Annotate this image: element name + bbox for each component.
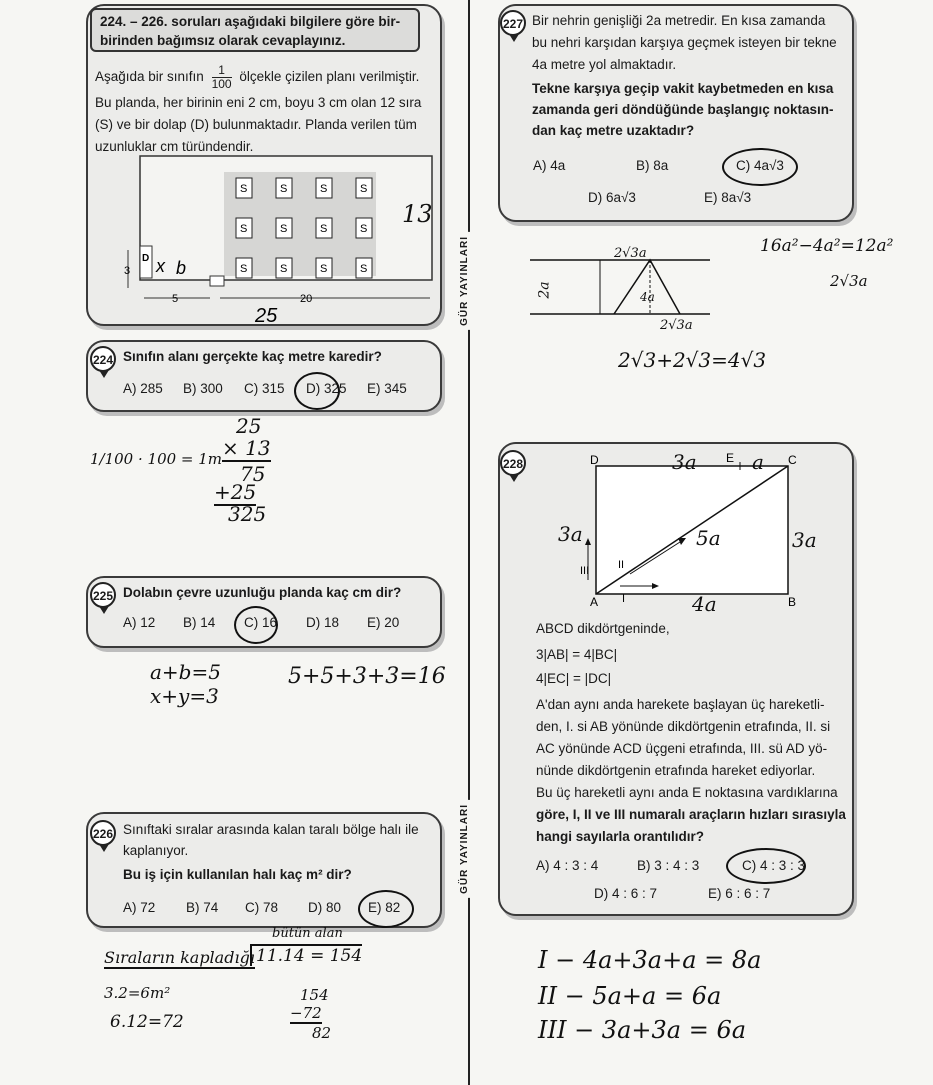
q228-hand-ab: 4a xyxy=(692,592,717,616)
q225-option-a[interactable]: A) 12 xyxy=(123,615,156,630)
scale-numerator: 1 xyxy=(212,64,232,78)
q225-number: 225 xyxy=(90,582,116,608)
q225-answer-circle xyxy=(234,606,278,644)
q225-work-ab: a+b=5 xyxy=(150,660,221,684)
closet-label: D xyxy=(142,253,150,264)
q228-hand-ec: a xyxy=(752,450,764,474)
classroom-plan xyxy=(100,150,440,322)
side-label-top: GÜR YAYINLARI xyxy=(459,232,470,330)
q228-para-7: hangi sayılarla orantılıdır? xyxy=(536,829,705,844)
label-ii: II xyxy=(618,559,625,571)
q228-text-2: 3|AB| = 4|BC| xyxy=(536,647,618,662)
q227-number: 227 xyxy=(500,10,526,36)
q226-option-c[interactable]: C) 78 xyxy=(245,900,279,915)
q227-bold-3: dan kaç metre uzaktadır? xyxy=(532,123,695,138)
q224-option-a[interactable]: A) 285 xyxy=(123,381,163,396)
q228-work-iii: III − 3a+3a = 6a xyxy=(538,1016,747,1044)
q228-para-2: den, I. si AB yönünde dikdörtgenin etrafında, II. si xyxy=(536,719,831,734)
desk-label: S xyxy=(240,223,248,235)
q227-sketch-4a: 4a xyxy=(640,290,655,304)
desk-label: S xyxy=(360,223,368,235)
q224-option-e[interactable]: E) 345 xyxy=(367,381,407,396)
q226-answer-circle xyxy=(358,890,414,928)
label-iii: III xyxy=(580,565,590,577)
q227-option-c[interactable]: C) 4a√3 xyxy=(736,158,784,173)
intro-line-2: Bu planda, her birinin eni 2 cm, boyu 3 cm olan 12 sıra xyxy=(95,95,422,110)
q228-option-a[interactable]: A) 4 : 3 : 4 xyxy=(536,858,599,873)
q228-para-4: nünde dikdörtgenin etrafında hareket ediyorlar. xyxy=(536,763,816,778)
q226-work-minus72: −72 xyxy=(290,1004,322,1022)
q227-option-d[interactable]: D) 6a√3 xyxy=(588,190,636,205)
intro-line-4: uzunluklar cm türündendir. xyxy=(95,139,254,154)
q227-option-e[interactable]: E) 8a√3 xyxy=(704,190,752,205)
q228-hand-ad: 3a xyxy=(558,522,583,546)
label-c: C xyxy=(788,453,797,467)
q228-option-e[interactable]: E) 6 : 6 : 7 xyxy=(708,886,771,901)
q224-number: 224 xyxy=(90,346,116,372)
hand-13: 13 xyxy=(402,200,433,228)
desk-label: S xyxy=(320,183,328,195)
q227-work-squares: 16a²−4a²=12a² xyxy=(760,236,894,256)
q225-option-b[interactable]: B) 14 xyxy=(183,615,216,630)
desk-label: S xyxy=(240,263,248,275)
q225-question: Dolabın çevre uzunluğu planda kaç cm dir? xyxy=(123,585,402,600)
q228-hand-bc: 3a xyxy=(792,528,817,552)
q228-para-5: Bu üç hareketli aynı anda E noktasına vardıklarına xyxy=(536,785,838,800)
q226-option-b[interactable]: B) 74 xyxy=(186,900,219,915)
q224-work-plus25: +25 xyxy=(214,480,257,504)
q226-line-1: Sınıftaki sıralar arasında kalan taralı bölge halı ile xyxy=(123,822,419,837)
q227-sketch-bottom: 2√3a xyxy=(660,318,693,333)
q226-question: Bu iş için kullanılan halı kaç m² dir? xyxy=(123,867,352,882)
q228-text-3: 4|EC| = |DC| xyxy=(536,671,612,686)
q225-option-e[interactable]: E) 20 xyxy=(367,615,400,630)
q228-hand-ac: 5a xyxy=(696,526,721,550)
label-a: A xyxy=(590,595,599,609)
desk-label: S xyxy=(280,223,288,235)
q226-line-2: kaplanıyor. xyxy=(123,843,189,858)
q224-option-d[interactable]: D) 325 xyxy=(306,381,347,396)
q224-question: Sınıfın alanı gerçekte kaç metre karedir? xyxy=(123,349,382,364)
label-i: I xyxy=(622,593,626,605)
dim-5: 5 xyxy=(172,293,179,305)
q227-line-3: 4a metre yol almaktadır. xyxy=(532,57,677,72)
q228-work-i: I − 4a+3a+a = 8a xyxy=(538,946,762,974)
intro-line-3: (S) ve bir dolap (D) bulunmaktadır. Planda verilen tüm xyxy=(95,117,417,132)
q224-answer-circle xyxy=(294,372,340,410)
q228-para-6: göre, I, II ve III numaralı araçların hızları sırasıyla xyxy=(536,807,846,822)
desk-label: S xyxy=(280,263,288,275)
hand-25: 25 xyxy=(255,305,278,322)
q224-work-25: 25 xyxy=(236,414,262,438)
q228-answer-circle xyxy=(726,848,806,884)
desk-label: S xyxy=(360,183,368,195)
q226-work-label: Sıraların kapladığı xyxy=(104,948,255,967)
label-b: B xyxy=(788,595,797,609)
q227-sketch-top: 2√3a xyxy=(614,246,647,261)
q226-work-desks: 6.12=72 xyxy=(110,1012,184,1032)
q228-option-b[interactable]: B) 3 : 4 : 3 xyxy=(637,858,700,873)
q224-work-75: 75 xyxy=(240,462,266,486)
q225-option-c[interactable]: C) 16 xyxy=(244,615,278,630)
q227-answer-circle xyxy=(722,148,798,186)
q226-work-154: 154 xyxy=(300,986,329,1004)
desk-label: S xyxy=(240,183,248,195)
intro-header: 224. – 226. soruları aşağıdaki bilgilere göre bir-birinden bağımsız olarak cevaplayınız. xyxy=(90,8,420,52)
q228-option-c[interactable]: C) 4 : 3 : 3 xyxy=(742,858,806,873)
q226-work-82: 82 xyxy=(312,1024,332,1042)
q228-option-d[interactable]: D) 4 : 6 : 7 xyxy=(594,886,658,901)
q224-work-conversion: 1/100 · 100 = 1m xyxy=(90,450,223,468)
q227-line-1: Bir nehrin genişliği 2a metredir. En kısa zamanda xyxy=(532,13,826,28)
q227-bold-2: zamanda geri döndüğünde başlangıç noktasın- xyxy=(532,102,834,117)
column-divider xyxy=(468,0,470,1085)
q227-option-a[interactable]: A) 4a xyxy=(533,158,566,173)
q228-number: 228 xyxy=(500,450,526,476)
q226-option-d[interactable]: D) 80 xyxy=(308,900,342,915)
q228-text-1: ABCD dikdörtgeninde, xyxy=(536,621,670,636)
label-e: E xyxy=(726,451,735,465)
q227-sketch-2a: 2a xyxy=(536,281,553,299)
q226-work-desk: 3.2=6m² xyxy=(104,984,171,1002)
dim-20: 20 xyxy=(300,293,313,305)
q225-work-sum: 5+5+3+3=16 xyxy=(288,664,446,689)
label-d: D xyxy=(590,453,599,467)
q227-option-b[interactable]: B) 8a xyxy=(636,158,669,173)
q227-work-root: 2√3a xyxy=(830,272,868,290)
q224-work-13: × 13 xyxy=(222,436,271,460)
q224-option-b[interactable]: B) 300 xyxy=(183,381,223,396)
hand-x: x xyxy=(156,256,165,276)
q228-para-1: A'dan aynı anda harekete başlayan üç hareketli- xyxy=(536,697,825,712)
side-label-bottom: GÜR YAYINLARI xyxy=(459,800,470,898)
q226-option-e[interactable]: E) 82 xyxy=(368,900,401,915)
dim-3: 3 xyxy=(124,265,131,277)
desk-label: S xyxy=(320,223,328,235)
q228-para-3: AC yönünde ACD üçgeni etrafında, III. sü AD yö- xyxy=(536,741,828,756)
q225-work-xy: x+y=3 xyxy=(150,684,219,708)
q227-line-2: bu nehri karşıdan karşıya geçmek isteyen bir tekne xyxy=(532,35,837,50)
q226-number: 226 xyxy=(90,820,116,846)
q226-work-total: 11.14 = 154 xyxy=(250,944,362,966)
q226-work-total-label: bütün alan xyxy=(272,926,343,941)
desk-label: S xyxy=(360,263,368,275)
q228-hand-dc: 3a xyxy=(672,450,697,474)
desk-label: S xyxy=(280,183,288,195)
q227-bold-1: Tekne karşıya geçip vakit kaybetmeden en kısa xyxy=(532,81,834,96)
scale-denominator: 100 xyxy=(211,77,232,91)
desk-label: S xyxy=(320,263,328,275)
q224-work-325: 325 xyxy=(228,502,267,526)
q227-work-sum: 2√3+2√3=4√3 xyxy=(618,348,767,372)
hand-b: b xyxy=(176,258,187,278)
q228-work-ii: II − 5a+a = 6a xyxy=(538,982,722,1010)
q224-option-c[interactable]: C) 315 xyxy=(244,381,285,396)
q225-option-d[interactable]: D) 18 xyxy=(306,615,340,630)
intro-scale-line: Aşağıda bir sınıfın $\frac{1}{100}$ ölçekle çizilen planı verilmiştir. xyxy=(95,63,420,91)
q226-option-a[interactable]: A) 72 xyxy=(123,900,156,915)
